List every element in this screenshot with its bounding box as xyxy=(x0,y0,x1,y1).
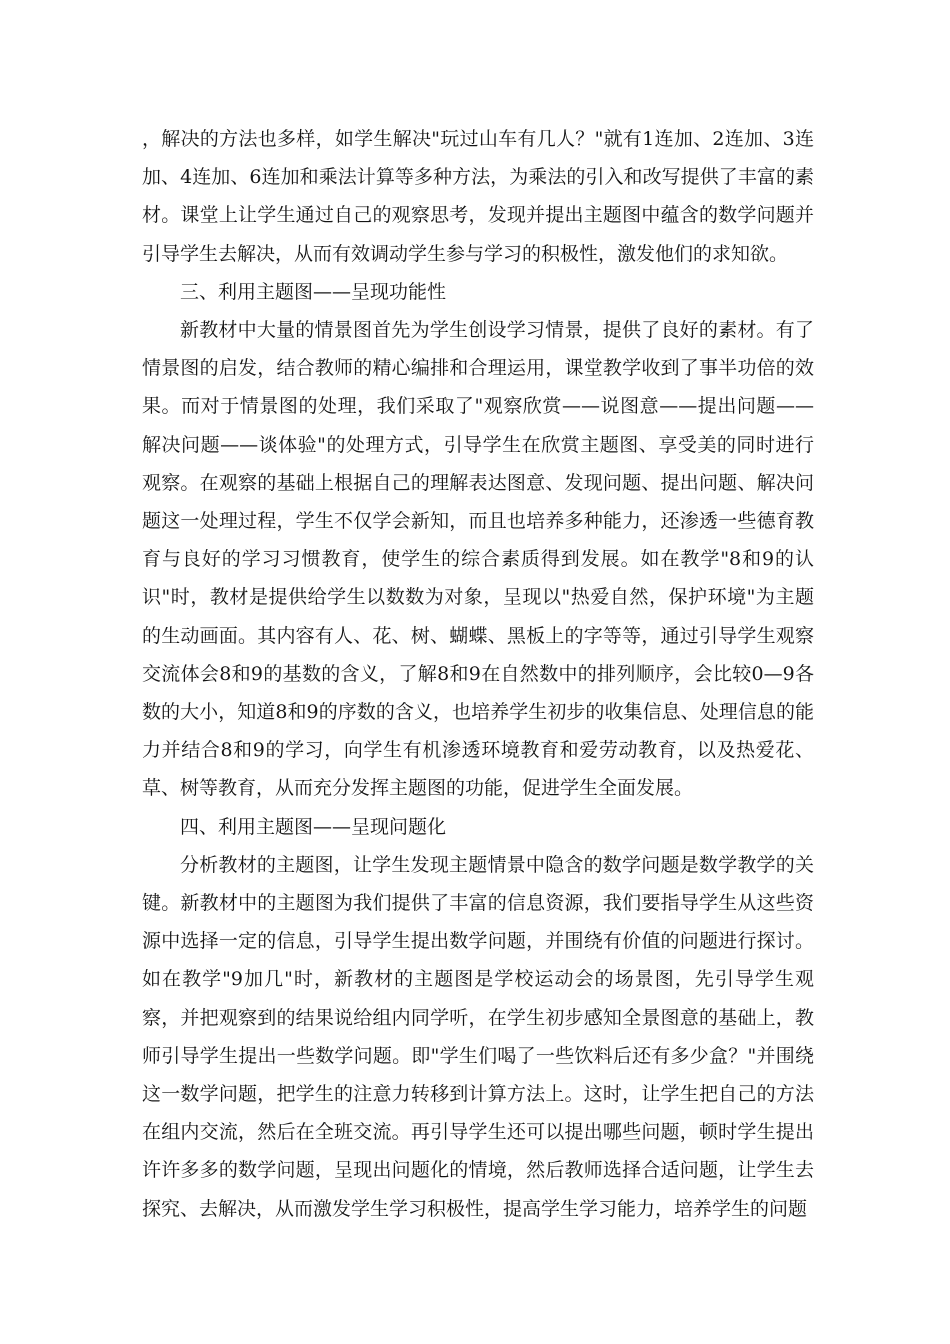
paragraph-continuation: ，解决的方法也多样，如学生解决"玩过山车有几人？"就有1连加、2连加、3连加、4连加、6连加和乘法计算等多种方法，为乘法的引入和改写提供了丰富的素材。课堂上让学生通过自己的观察思考，发现并提出主题图中蕴含的数学问题并引导学生去解决，从而有效调动学生参与学习的积极性，激发他们的求知欲。 xyxy=(142,128,814,265)
document-body xyxy=(142,120,814,1228)
section-heading-4: 四、利用主题图——呈现问题化 xyxy=(180,815,447,838)
paragraph-section-3: 新教材中大量的情景图首先为学生创设学习情景，提供了良好的素材。有了情景图的启发，结合教师的精心编排和合理运用，课堂教学收到了事半功倍的效果。而对于情景图的处理，我们采取了"观察欣赏——说图意——提出问题——解决问题——谈体验"的处理方式，引导学生在欣赏主题图、享受美的同时进行观察。在观察的基础上根据自己的理解表达图意、发现问题、提出问题、解决问题这一处理过程，学生不仅学会新知，而且也培养多种能力，还渗透一些德育教育与良好的学习习惯教育，使学生的综合素质得到发展。如在教学"8和9的认识"时，教材是提供给学生以数数为对象，呈现以"热爱自然，保护环境"为主题的生动画面。其内容有人、花、树、蝴蝶、黑板上的字等等，通过引导学生观察交流体会8和9的基数的含义，了解8和9在自然数中的排列顺序，会比较0—9各数的大小，知道8和9的序数的含义，也培养学生初步的收集信息、处理信息的能力并结合8和9的学习，向学生有机渗透环境教育和爱劳动教育，以及热爱花、草、树等教育，从而充分发挥主题图的功能，促进学生全面发展。 xyxy=(142,319,814,800)
paragraph-section-4: 分析教材的主题图，让学生发现主题情景中隐含的数学问题是数学教学的关键。新教材中的主题图为我们提供了丰富的信息资源，我们要指导学生从这些资源中选择一定的信息，引导学生提出数学问题，并围绕有价值的问题进行探讨。如在教学"9加几"时，新教材的主题图是学校运动会的场景图，先引导学生观察，并把观察到的结果说给组内同学听，在学生初步感知全景图意的基础上，教师引导学生提出一些数学问题。即"学生们喝了一些饮料后还有多少盒？"并围绕这一数学问题，把学生的注意力转移到计算方法上。这时，让学生把自己的方法在组内交流，然后在全班交流。再引导学生还可以提出哪些问题，顿时学生提出许许多多的数学问题，呈现出问题化的情境，然后教师选择合适问题，让学生去探究、去解决，从而激发学生学习积极性，提高学生学习能力，培养学生的问题 xyxy=(142,853,814,1220)
section-heading-3: 三、利用主题图——呈现功能性 xyxy=(180,280,447,303)
